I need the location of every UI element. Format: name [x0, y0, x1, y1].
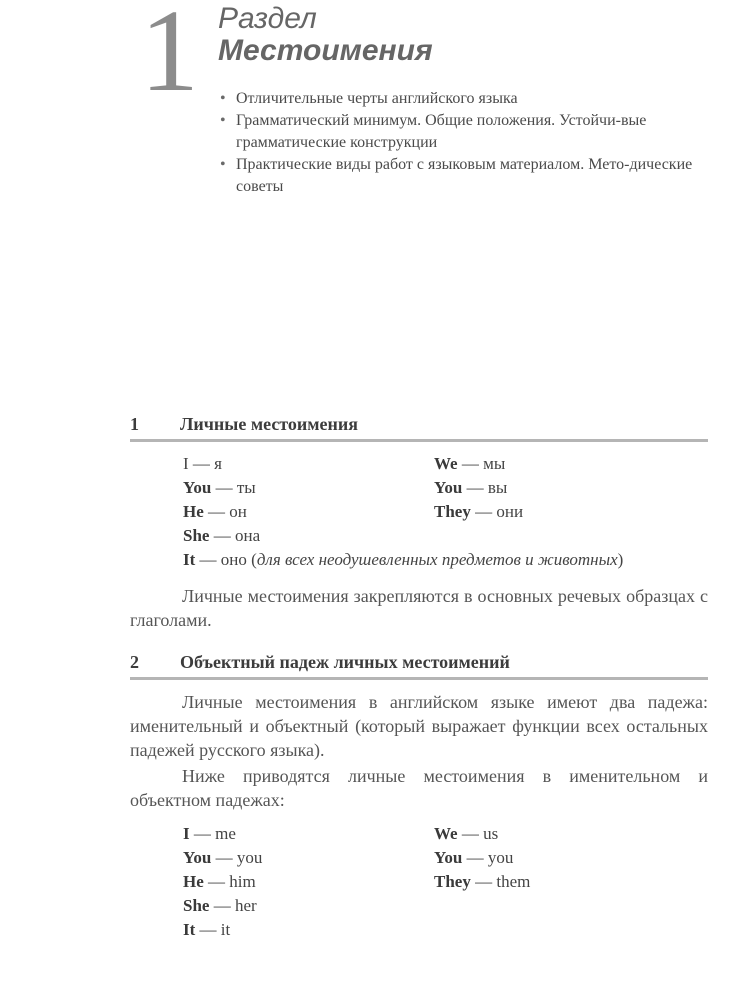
- pronoun-en: You: [183, 848, 212, 867]
- section-number: 1: [130, 414, 139, 434]
- pronoun-obj: us: [483, 824, 499, 843]
- pronoun-obj: her: [234, 896, 257, 915]
- pronoun-ru: мы: [483, 454, 506, 473]
- pronoun-obj: you: [487, 848, 514, 867]
- section-1-paragraph: Личные местоимения закрепляются в основных речевых образцах с глаголами.: [130, 586, 708, 630]
- dash: —: [192, 454, 210, 473]
- pronoun-en: We: [434, 824, 458, 843]
- dash: —: [466, 478, 484, 497]
- pronoun-en: You: [434, 478, 463, 497]
- pronoun-pair: [183, 894, 262, 918]
- pronoun-pair-it: It — оно (для всех неодушевленных предметов и животных): [183, 550, 624, 569]
- pronoun-obj: them: [496, 872, 531, 891]
- pronoun-pair: [183, 870, 262, 894]
- pronoun-en: He: [183, 872, 204, 891]
- pronoun-ru: они: [496, 502, 524, 521]
- section-2-paragraph-1: Личные местоимения в английском языке имеют два падежа: именительный и объектный (который выражает функции всех остальных падежей русского языка).: [130, 692, 708, 760]
- section-2-left-pronouns: [183, 822, 262, 942]
- dash: —: [475, 502, 493, 521]
- pronoun-pair: [183, 846, 262, 870]
- section-2-heading: [130, 652, 708, 680]
- chapter-number: 1: [140, 0, 199, 116]
- topic-item: • Отличительные черты английского языка: [218, 88, 708, 110]
- dash: —: [193, 824, 211, 843]
- pronoun-en: We: [434, 454, 458, 473]
- pronoun-note: для всех неодушевленных предметов и животных: [256, 550, 618, 569]
- section-title: Объектный падеж личных местоимений: [180, 652, 510, 672]
- dash: —: [199, 550, 217, 569]
- pronoun-ru: она: [234, 526, 261, 545]
- dash: —: [208, 872, 226, 891]
- section-title: Личные местоимения: [180, 414, 359, 434]
- pronoun-pair: [434, 452, 523, 476]
- topic-item: • Грамматический минимум. Общие положения. Устойчи-вые грамматические конструкции: [218, 110, 708, 154]
- pronoun-pair: [183, 500, 623, 524]
- section-number: 2: [130, 652, 139, 672]
- pronoun-obj: it: [220, 920, 231, 939]
- pronoun-en: She: [183, 526, 210, 545]
- pronoun-en: You: [183, 478, 212, 497]
- pronoun-ru: я: [214, 454, 222, 473]
- pronoun-pair: [434, 500, 523, 524]
- pronoun-pair: [183, 452, 623, 476]
- pronoun-obj: you: [236, 848, 263, 867]
- pronoun-pair: [183, 822, 262, 846]
- dash: —: [213, 896, 231, 915]
- section-1-heading: [130, 414, 708, 442]
- pronoun-en: They: [434, 872, 471, 891]
- chapter-label: Раздел: [218, 2, 317, 35]
- dash: —: [215, 848, 233, 867]
- pronoun-ru: он: [229, 502, 247, 521]
- pronoun-ru: ты: [236, 478, 256, 497]
- dash: —: [461, 454, 479, 473]
- section-2-right-pronouns: [434, 822, 530, 894]
- chapter-title: Местоимения: [218, 34, 433, 67]
- pronoun-pair: [434, 822, 530, 846]
- dash: —: [215, 478, 233, 497]
- pronoun-ru: вы: [487, 478, 508, 497]
- dash: —: [213, 526, 231, 545]
- topic-item: • Практические виды работ с языковым материалом. Мето-дические советы: [218, 154, 708, 198]
- pronoun-en: It: [183, 920, 196, 939]
- pronoun-obj: him: [229, 872, 256, 891]
- pronoun-pair: [434, 846, 530, 870]
- dash: —: [466, 848, 484, 867]
- pronoun-en: I: [183, 824, 190, 843]
- pronoun-en: I: [183, 454, 189, 473]
- section-2-paragraph-2: Ниже приводятся личные местоимения в именительном и объектном падежах:: [130, 766, 708, 810]
- pronoun-pair: [183, 524, 623, 548]
- dash: —: [461, 824, 479, 843]
- pronoun-pair: [183, 918, 262, 942]
- chapter-topics: [218, 88, 708, 198]
- pronoun-pair: [183, 476, 623, 500]
- pronoun-pair: [434, 476, 523, 500]
- pronoun-ru: оно: [220, 550, 247, 569]
- pronoun-en: He: [183, 502, 204, 521]
- pronoun-en: They: [434, 502, 471, 521]
- pronoun-pair: [434, 870, 530, 894]
- pronoun-en: It: [183, 550, 196, 569]
- section-1-right-pronouns: [434, 452, 523, 524]
- section-1-left-pronouns: [183, 452, 623, 572]
- dash: —: [208, 502, 226, 521]
- dash: —: [199, 920, 217, 939]
- pronoun-en: She: [183, 896, 210, 915]
- pronoun-en: You: [434, 848, 463, 867]
- dash: —: [475, 872, 493, 891]
- pronoun-obj: me: [215, 824, 236, 843]
